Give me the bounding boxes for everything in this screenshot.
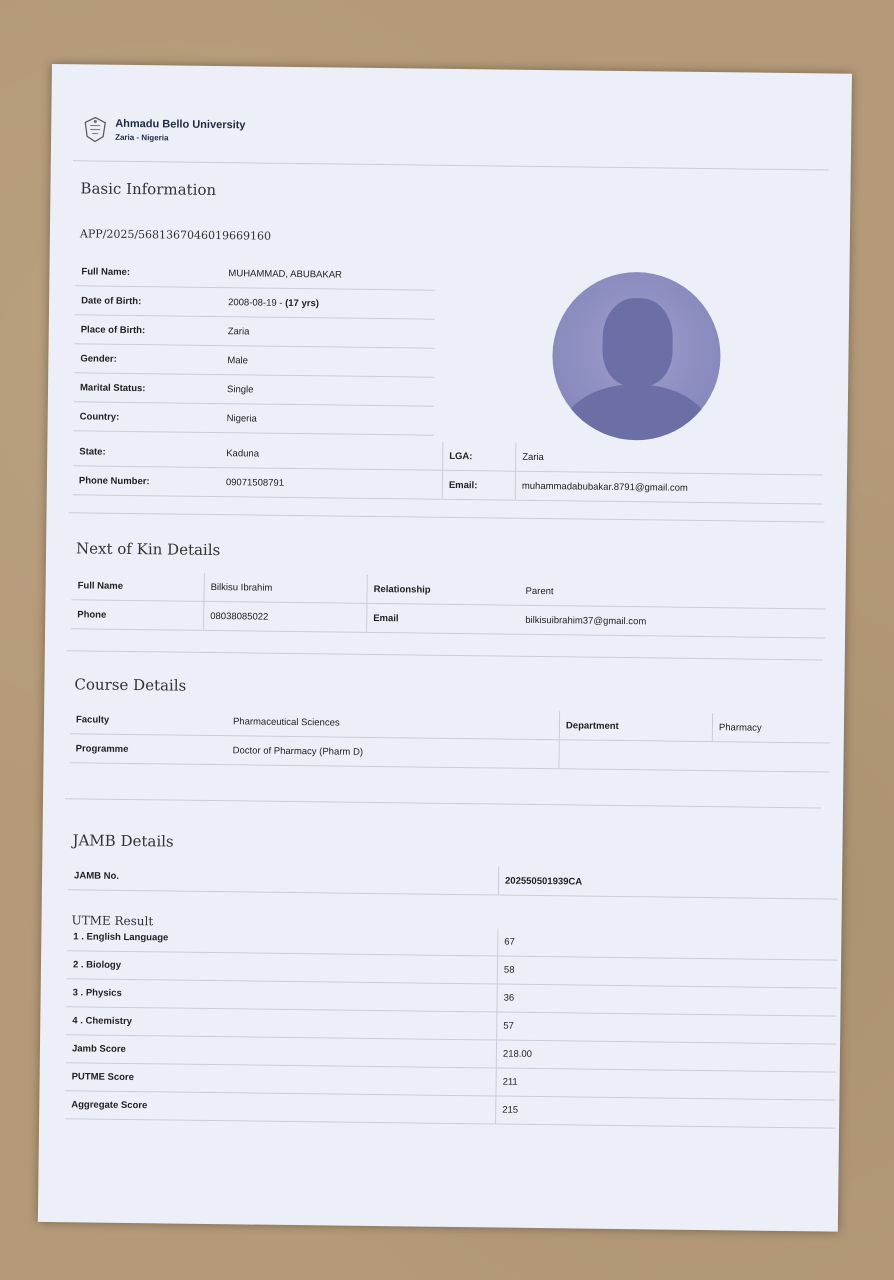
jamb-number-value: 202550501939CA	[498, 867, 838, 900]
faculty-label: Faculty	[70, 705, 227, 735]
field-label: Place of Birth:	[75, 315, 222, 346]
score-value: 36	[497, 984, 837, 1016]
state-value: Kaduna	[220, 439, 443, 470]
table-row	[74, 402, 434, 435]
kin-email-label: Email	[367, 603, 520, 634]
table-row	[75, 315, 435, 348]
contact-table	[73, 437, 824, 504]
score-value: 58	[497, 956, 837, 988]
course-table	[69, 705, 830, 772]
kin-table	[71, 571, 826, 638]
empty-cell	[559, 740, 830, 772]
department-label: Department	[559, 711, 712, 741]
field-label: Date of Birth:	[75, 286, 222, 317]
field-label: Gender:	[74, 344, 221, 375]
score-label: Jamb Score	[66, 1035, 497, 1068]
field-value: Zaria	[222, 317, 435, 349]
age-value: (17 yrs)	[285, 297, 320, 309]
silhouette-head	[602, 298, 673, 387]
state-label: State:	[73, 437, 220, 467]
university-header	[83, 116, 246, 144]
field-value: 2008-08-19 - (17 yrs)	[222, 288, 435, 320]
email-label: Email:	[442, 470, 515, 500]
kin-name-value: Bilkisu Ibrahim	[204, 573, 367, 603]
university-crest-icon	[83, 116, 107, 142]
applicant-photo	[551, 271, 721, 441]
utme-score-table	[65, 923, 837, 1128]
programme-label: Programme	[69, 734, 226, 765]
score-label: 1 . English Language	[67, 923, 498, 956]
field-value: MUHAMMAD, ABUBAKAR	[222, 259, 435, 290]
table-row	[68, 861, 838, 899]
next-of-kin-section	[67, 512, 824, 642]
basic-info-table	[74, 257, 436, 435]
jamb-number-table	[68, 861, 838, 899]
course-details-section	[65, 650, 823, 790]
field-value: Single	[221, 375, 434, 407]
field-value: Male	[221, 346, 434, 378]
application-number: APP/2025/5681367046019669160	[79, 227, 272, 243]
kin-relationship-label: Relationship	[367, 575, 520, 605]
kin-phone-value: 08038085022	[204, 601, 367, 632]
field-label: Country:	[74, 402, 221, 433]
score-value: 211	[496, 1068, 836, 1100]
kin-name-label: Full Name	[71, 571, 204, 601]
section-title: Basic Information	[80, 179, 217, 200]
section-title: Course Details	[74, 675, 187, 695]
kin-phone-label: Phone	[71, 600, 204, 631]
score-value: 218.00	[496, 1040, 836, 1072]
jamb-details-section	[61, 798, 821, 1158]
score-label: PUTME Score	[65, 1063, 496, 1096]
score-label: Aggregate Score	[65, 1091, 496, 1124]
lga-label: LGA:	[443, 442, 516, 471]
table-row	[74, 373, 434, 406]
faculty-value: Pharmaceutical Sciences	[227, 707, 560, 740]
table-row	[74, 344, 434, 377]
silhouette-body	[563, 383, 710, 441]
score-label: 3 . Physics	[66, 979, 497, 1012]
basic-information-section	[69, 160, 829, 510]
score-value: 67	[498, 929, 838, 961]
kin-relationship-value: Parent	[519, 577, 825, 609]
score-label: 4 . Chemistry	[66, 1007, 497, 1040]
email-value: muhammadabubakar.8791@gmail.com	[515, 471, 823, 504]
score-label: 2 . Biology	[67, 951, 498, 984]
field-label: Full Name:	[75, 257, 222, 287]
phone-value: 09071508791	[220, 468, 443, 500]
phone-label: Phone Number:	[73, 466, 220, 497]
lga-value: Zaria	[516, 443, 824, 475]
table-row	[75, 286, 435, 319]
field-label: Marital Status:	[74, 373, 221, 404]
table-row	[75, 257, 435, 290]
score-value: 215	[496, 1096, 836, 1128]
university-name: Ahmadu Bello University	[115, 117, 246, 132]
programme-value: Doctor of Pharmacy (Pharm D)	[226, 736, 559, 769]
university-location: Zaria - Nigeria	[115, 132, 169, 143]
section-title: JAMB Details	[72, 831, 174, 851]
jamb-number-label: JAMB No.	[68, 861, 499, 895]
section-title: Next of Kin Details	[75, 539, 221, 560]
printed-sheet	[38, 64, 852, 1232]
score-value: 57	[497, 1012, 837, 1044]
kin-email-value: bilkisuibrahim37@gmail.com	[519, 605, 825, 638]
department-value: Pharmacy	[712, 713, 830, 743]
utme-result-title: UTME Result	[71, 913, 154, 929]
field-value: Nigeria	[221, 404, 434, 436]
